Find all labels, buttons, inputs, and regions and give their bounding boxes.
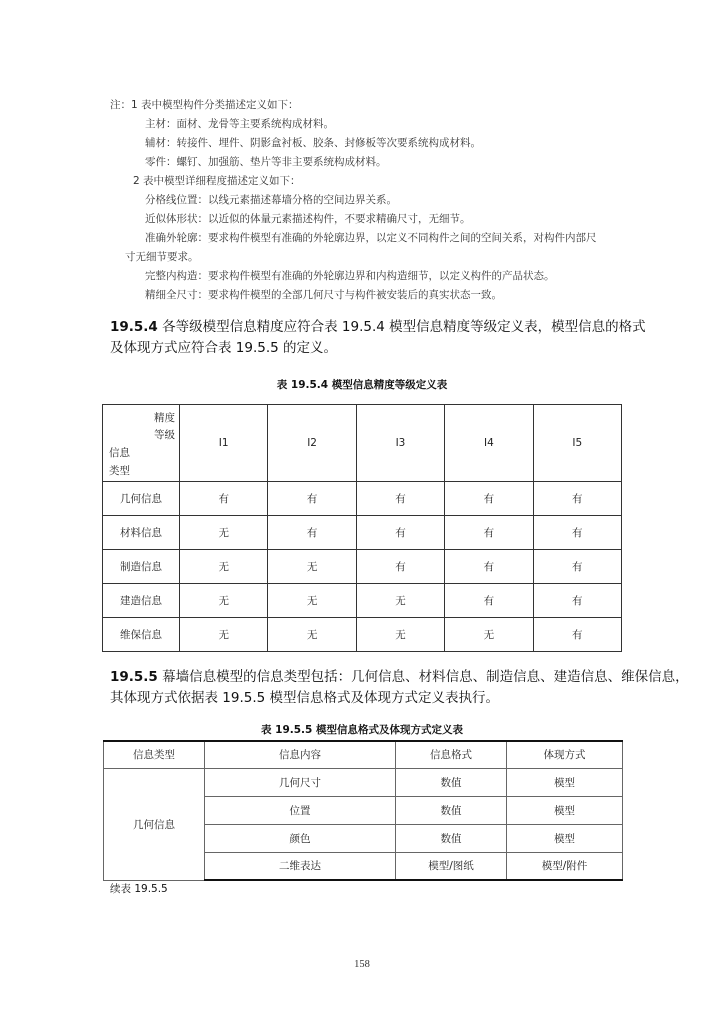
note-1-item: 主材：面材、龙骨等主要系统构成材料。: [145, 118, 334, 130]
table-row: [103, 482, 622, 516]
table-cell: 模型/图纸: [396, 852, 507, 880]
clause-19-5-5-line1: [110, 668, 689, 686]
note-2-item: 准确外轮廓：要求构件模型有准确的外轮廓边界，以定义不同构件之间的空间关系，对构件内部尺: [145, 232, 597, 244]
table-header-row: [103, 405, 622, 482]
table-cell: 几何尺寸: [205, 768, 396, 796]
clause-text: 幕墙信息模型的信息类型包括：几何信息、材料信息、制造信息、建造信息、维保信息，: [162, 669, 689, 685]
table-cell: 模型/附件: [507, 852, 623, 880]
table-cell: 有: [533, 550, 621, 584]
level-header: I5: [533, 405, 621, 482]
table-row: [103, 584, 622, 618]
row-label: 材料信息: [103, 516, 180, 550]
table-cell: 模型: [507, 768, 623, 796]
table-cell: 数值: [396, 796, 507, 824]
table-cell: 二维表达: [205, 852, 396, 880]
header-label: 类型: [109, 465, 130, 477]
row-label: 建造信息: [103, 584, 180, 618]
table-cell: 有: [268, 482, 356, 516]
table-cell: 有: [445, 550, 533, 584]
table-row: [103, 550, 622, 584]
note-2-item: 完整内构造：要求构件模型有准确的外轮廓边界和内构造细节，以定义构件的产品状态。: [145, 270, 555, 282]
group-cell: 几何信息: [104, 768, 205, 880]
note-1-heading: 注：1 表中模型构件分类描述定义如下：: [110, 99, 299, 111]
clause-number: 19.5.4: [110, 319, 158, 335]
row-label: 维保信息: [103, 618, 180, 652]
page-number: 158: [354, 959, 370, 970]
table-19-5-4-caption: 表 19.5.4 模型信息精度等级定义表: [276, 379, 448, 391]
row-label: 几何信息: [103, 482, 180, 516]
table-19-5-4: [102, 404, 622, 652]
table-cell: 无: [445, 618, 533, 652]
table-cell: 无: [180, 550, 268, 584]
table-cell: 有: [533, 482, 621, 516]
table-row: [103, 516, 622, 550]
clause-19-5-5-line2: 其体现方式依据表 19.5.5 模型信息格式及体现方式定义表执行。: [110, 690, 500, 706]
table-cell: 有: [356, 516, 444, 550]
table-cell: 有: [533, 516, 621, 550]
level-header: I2: [268, 405, 356, 482]
note-2-item: 精细全尺寸：要求构件模型的全部几何尺寸与构件被安装后的真实状态一致。: [145, 289, 502, 301]
table-19-5-5: [103, 740, 623, 881]
level-header: I1: [180, 405, 268, 482]
table-cell: 有: [445, 482, 533, 516]
table-cell: 无: [180, 584, 268, 618]
column-header: 信息类型: [104, 741, 205, 768]
column-header: 信息格式: [396, 741, 507, 768]
table-cell: 有: [356, 550, 444, 584]
clause-text: 各等级模型信息精度应符合表 19.5.4 模型信息精度等级定义表，模型信息的格式: [162, 319, 646, 335]
clause-19-5-4-line2: 及体现方式应符合表 19.5.5 的定义。: [110, 340, 338, 356]
table-19-5-5-caption: 表 19.5.5 模型信息格式及体现方式定义表: [260, 724, 463, 736]
table-cell: 数值: [396, 768, 507, 796]
note-1-item: 零件：螺钉、加强筋、垫片等非主要系统构成材料。: [145, 156, 387, 168]
note-1-item: 辅材：转接件、埋件、阴影盒衬板、胶条、封修板等次要系统构成材料。: [145, 137, 481, 149]
table-cell: 无: [268, 550, 356, 584]
table-row: [104, 768, 623, 796]
continued-table-label: 续表 19.5.5: [110, 883, 168, 895]
table-cell: 有: [445, 584, 533, 618]
table-cell: 有: [180, 482, 268, 516]
table-cell: 无: [268, 618, 356, 652]
header-label: 精度: [154, 412, 175, 424]
table-cell: 无: [356, 584, 444, 618]
table-cell: 模型: [507, 824, 623, 852]
table-cell: 无: [268, 584, 356, 618]
table-cell: 有: [533, 584, 621, 618]
table-cell: 颜色: [205, 824, 396, 852]
clause-19-5-4-line1: [110, 318, 646, 336]
header-label: 信息: [109, 447, 130, 459]
note-2-heading: 2 表中模型详细程度描述定义如下：: [133, 175, 301, 187]
note-2-item: 分格线位置：以线元素描述幕墙分格的空间边界关系。: [145, 194, 397, 206]
table-cell: 无: [356, 618, 444, 652]
table-cell: 有: [533, 618, 621, 652]
table-cell: 有: [356, 482, 444, 516]
table-cell: 无: [180, 618, 268, 652]
level-header: I3: [356, 405, 444, 482]
table-cell: 有: [445, 516, 533, 550]
header-diagonal-cell: [103, 405, 180, 482]
column-header: 体现方式: [507, 741, 623, 768]
clause-number: 19.5.5: [110, 669, 158, 685]
note-2-item: 近似体形状：以近似的体量元素描述构件，不要求精确尺寸，无细节。: [145, 213, 471, 225]
table-cell: 模型: [507, 796, 623, 824]
table-header-row: [104, 741, 623, 768]
table-cell: 位置: [205, 796, 396, 824]
column-header: 信息内容: [205, 741, 396, 768]
table-cell: 无: [180, 516, 268, 550]
note-2-item-continued: 寸无细节要求。: [125, 251, 199, 263]
table-cell: 数值: [396, 824, 507, 852]
level-header: I4: [445, 405, 533, 482]
table-cell: 有: [268, 516, 356, 550]
row-label: 制造信息: [103, 550, 180, 584]
header-label: 等级: [154, 429, 175, 441]
table-row: [103, 618, 622, 652]
